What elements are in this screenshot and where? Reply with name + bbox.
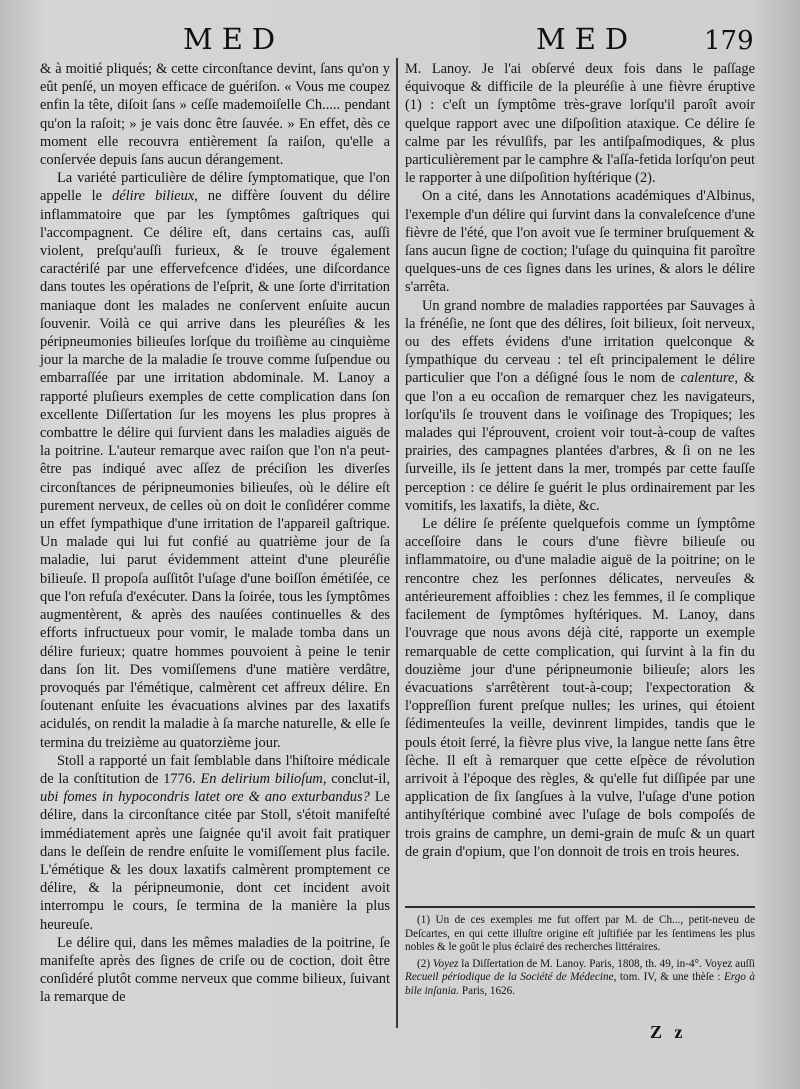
paragraph bbox=[40, 752, 390, 934]
paragraph: On a cité, dans les Annotations académiques d'Albinus, l'exemple d'un délire qui ſurvint dans la convaleſcence d'une fièvre de l'été, que l'on avoit vue ſe terminer bruſquement & ſans aucun ſigne de coction; l'uſage du quinquina fit paroître quelques-uns de ces ſignes dans les urines, & alors le délire s'arrêta. bbox=[405, 188, 755, 296]
page-header bbox=[0, 22, 800, 58]
text-run: Paris, 1626. bbox=[459, 984, 516, 997]
italic-term: délire bilieux bbox=[112, 188, 195, 205]
text-run: la Diſſertation de M. Lanoy. Paris, 1808, th. 49, in-4°. Voyez auſſi bbox=[458, 957, 756, 970]
text-run: , ne diffère ſouvent du délire inflammatoire que par les ſymptômes gaſtriques qui l'accompagnent. Ce délire eſt, dans certains cas, auſſi violent, preſqu'auſſi furieux, & ſe trouve également caractériſé par une effervefcence d'idées, une diſcordance dans toutes les opérations de l'eſprit, & une ſorte d'irritation maniaque dont les malades ne conſervent enſuite aucun ſouvenir. Voilà ce qui arrive dans les pleuréſies & les péripneumonies bilieuſes lorſque du troiſième au cinquième jour la marche de la maladie ſe trouve comme ſuſpendue ou embarraſſée par une irritation abdominale. M. Lanoy a rapporté pluſieurs exemples de cette complication dans ſon excellente Diſſertation ſur les moyens les plus propres à combattre le délire qui ſurvient dans les maladies aiguës de la poitrine. L'auteur remarque avec raiſon que l'on n'a peut-être pas indiqué avec aſſez de préciſion les diverſes circonſtances de péripneumonies bilieuſes, où le délire eſt purement nerveux, de celles où on doit le conſidérer comme un effet ſympathique d'une irritation de l'appareil gaſtrique. Un malade qui lui fut confié au quatrième jour de ſa maladie, lui parut évidemment atteint d'une pleuréſie bilieuſe. Il propoſa auſſitôt l'uſage d'une boiſſon émétiſée, ce que l'on refuſa d'exécuter. Dans la ſoirée, tous les ſymptômes augmentèrent, & après des nauſées continuelles & des efforts infructueux pour vomir, le malade tomba dans un délire furieux; quatre hommes pouvoient à peine le tenir dans ſon lit. Des vomiſſemens d'une matière verdâtre, provoqués par l'émétique, calmèrent cet affreux délire. En ſoutenant enſuite les évacuations alvines par des laxatifs acidulés, on rendit la maladie à ſa marche naturelle, & elle ſe termina du treizième au quatorzième jour. bbox=[40, 188, 390, 751]
footnote-rule bbox=[405, 906, 755, 908]
text-run: , conclut-il, bbox=[322, 770, 390, 787]
text-run: , & que l'on a eu occaſion de remarquer chez les navigateurs, lorſqu'ils ſe trouvent dans le voiſinage des Tropiques; les malades qui l'éprouvent, croient voir tout-à-coup de vaſtes prairies, des campagnes plantées d'arbres, & ſi on ne les ſurveille, ils ſe jettent dans la mer, trompés par cette fauſſe perception : ce délire ſe guérit le plus ordinairement par les vomitifs, les laxatifs, la diète, &c. bbox=[405, 370, 756, 514]
left-column bbox=[40, 60, 390, 1007]
paragraph bbox=[40, 169, 390, 752]
footnotes bbox=[405, 914, 755, 1002]
journal-title: Recueil périodique de la Société de Médecine bbox=[405, 971, 614, 984]
column-divider bbox=[396, 58, 398, 1028]
paragraph: M. Lanoy. Je l'ai obſervé deux fois dans le paſſage équivoque & difficile de la pleuréſie à une fièvre éruptive (1) : c'eſt un ſymptôme très-grave lorſqu'il paroît avoir quelque rapport avec une diſpoſition ataxique. Ce délire ſe calme par les révulſifs, par les antiſpaſmodiques, & plus particulièrement par le camphre & l'aſſa-fetida lorſqu'on peut le rapporter à une diſpoſition hyſtérique (2). bbox=[405, 61, 756, 187]
text-run: (2) bbox=[417, 957, 433, 970]
paragraph: Le délire ſe préſente quelquefois comme un ſymptôme acceſſoire dans le cours d'une fièvre bilieuſe ou inflammatoire, ou d'une maladie aiguë de la poitrine; on le rencontre chez les perſonnes délicates, nerveuſes & antérieurement affoiblies : chez les femmes, il ſe complique facilement de ſymptômes hyſtériques. M. Lanoy, dans l'ouvrage que nous avons déjà cité, rapporte un exemple remarquable de cette complication, qui ſurvint à la fin du douzième jour d'une péripneumonie bilieuſe; alors les évacuations s'arrêtèrent tout-à-coup; l'expectoration & l'oppreſſion furent preſque nulles; les urines, qui étoient ſédimenteuſes la veille, devinrent limpides, tandis que le pouls étoit ſerré, la fièvre plus vive, la langue nette ſans être ſèche. Il eſt à remarquer que cette eſpèce de révolution arrivoit à l'époque des règles, & qu'elle fut diſſipée par une application de ſix ſangſues à la vulve, l'uſage d'une potion antihyſtérique combiné avec l'uſage de bols compoſés de trois grains de camphre, un demi-grain de muſc & un quart de grain d'opium, que l'on donnoit de trois en trois heures. bbox=[405, 516, 755, 860]
thesis-title: Ergo à bile inſania. bbox=[405, 971, 755, 997]
text-run: , tom. IV, & une thèſe : bbox=[613, 971, 724, 984]
right-column bbox=[405, 60, 755, 861]
paragraph: Le délire qui, dans les mêmes maladies de la poitrine, ſe manifeſte après des ſignes de criſe ou de coction, doit être conſidéré plutôt comme nerveux que comme bilieux, ſuivant la remarque de bbox=[40, 934, 390, 1006]
latin-quote: En delirium bilioſum bbox=[200, 770, 323, 787]
latin-quote: ubi fomes in hypocondris latet ore & ano exturbandus? bbox=[40, 789, 370, 806]
paragraph: & à moitié pliqués; & cette circonſtance devint, ſans qu'on y eût penſé, un moyen efficace de guériſon. « Vous me coupez enfin la tête, diſoit ſans » ceſſe mademoiſelle Ch..... pendant qu'on la raſoit; » je vais donc être ſauvée. » En effet, dès ce moment elle recouvra entièrement ſa raiſon, qu'elle a conſervée depuis ſans aucun dérangement. bbox=[40, 61, 390, 169]
text-run: Un grand nombre de maladies rapportées par Sauvages à la frénéſie, ne ſont que des délires, ſoit bilieux, ſoit nerveux, ou des effets évidens d'une irritation quelconque & ſympathique du cerveau : tel eſt principalement le délire particulier que l'on a déſigné ſous le nom de bbox=[405, 297, 755, 387]
text-run: La variété particulière de délire ſymptomatique, que l'on appelle le bbox=[40, 170, 390, 205]
footnote-2 bbox=[405, 958, 755, 999]
paragraph bbox=[405, 297, 755, 515]
page-number: 179 bbox=[704, 26, 754, 56]
signature-mark: Z z bbox=[650, 1022, 687, 1042]
running-head-right: MED bbox=[536, 22, 638, 56]
italic-term: calenture bbox=[680, 370, 735, 387]
italic-term: Voyez bbox=[432, 957, 459, 970]
text-run: Le délire, dans la circonſtance citée par Stoll, s'étoit manifeſté immédiatement après une ſaignée qu'il avoit fait pratiquer dans le deſſein de rendre enſuite le vomiſſement plus facile. L'émétique & les doux laxatifs calmèrent promptement ce délire, & la péripneumonie, dont cet incident avoit interrompu le cours, ſe termina de la manière la plus heureuſe. bbox=[40, 789, 390, 933]
running-head-left: MED bbox=[183, 22, 285, 56]
text-run: Stoll a rapporté un fait ſemblable dans l'hiſtoire médicale de la conſtitution de 1776. bbox=[40, 752, 390, 787]
footnote-1: (1) Un de ces exemples me fut offert par M. de Ch..., petit-neveu de Deſcartes, en qui cette illuſtre origine eſt juſtifiée par les ſentimens les plus nobles & le goût le plus éclairé des recherches littéraires. bbox=[405, 914, 755, 954]
